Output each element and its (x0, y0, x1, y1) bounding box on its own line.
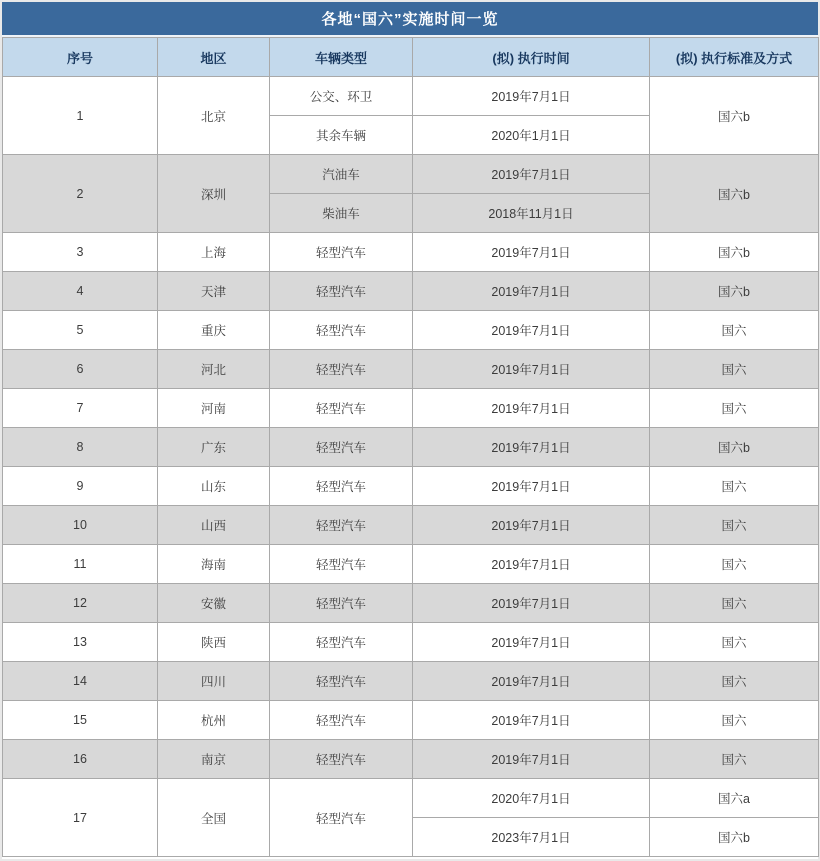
cell-time: 2018年11月1日 (413, 194, 650, 233)
cell-standard: 国六 (650, 545, 819, 584)
cell-region: 安徽 (158, 584, 270, 623)
cell-time: 2023年7月1日 (413, 818, 650, 857)
cell-standard: 国六b (650, 818, 819, 857)
table-row (3, 311, 819, 350)
cell-no: 14 (3, 662, 158, 701)
table-row (3, 740, 819, 779)
table-row (3, 623, 819, 662)
page-title: 各地“国六”实施时间一览 (2, 2, 818, 37)
cell-no: 4 (3, 272, 158, 311)
cell-region: 重庆 (158, 311, 270, 350)
cell-region: 四川 (158, 662, 270, 701)
cell-vehicle-type: 轻型汽车 (270, 779, 413, 857)
cell-no: 11 (3, 545, 158, 584)
cell-region: 天津 (158, 272, 270, 311)
table-row (3, 428, 819, 467)
cell-standard: 国六 (650, 701, 819, 740)
cell-vehicle-type: 轻型汽车 (270, 311, 413, 350)
cell-standard: 国六b (650, 272, 819, 311)
header-row (3, 38, 819, 77)
cell-standard: 国六 (650, 506, 819, 545)
cell-vehicle-type: 公交、环卫 (270, 77, 413, 116)
column-header-region: 地区 (158, 38, 270, 77)
column-header-time: (拟) 执行时间 (413, 38, 650, 77)
cell-no: 5 (3, 311, 158, 350)
cell-region: 上海 (158, 233, 270, 272)
cell-time: 2019年7月1日 (413, 155, 650, 194)
cell-standard: 国六 (650, 740, 819, 779)
cell-time: 2019年7月1日 (413, 428, 650, 467)
cell-no: 3 (3, 233, 158, 272)
cell-standard: 国六 (650, 389, 819, 428)
cell-standard: 国六 (650, 662, 819, 701)
cell-time: 2019年7月1日 (413, 233, 650, 272)
cell-no: 2 (3, 155, 158, 233)
cell-region: 南京 (158, 740, 270, 779)
cell-no: 10 (3, 506, 158, 545)
cell-no: 15 (3, 701, 158, 740)
cell-region: 杭州 (158, 701, 270, 740)
cell-time: 2019年7月1日 (413, 389, 650, 428)
table-row (3, 389, 819, 428)
cell-no: 16 (3, 740, 158, 779)
cell-region: 全国 (158, 779, 270, 857)
cell-region: 广东 (158, 428, 270, 467)
cell-time: 2020年7月1日 (413, 779, 650, 818)
table-row (3, 662, 819, 701)
cell-region: 深圳 (158, 155, 270, 233)
cell-standard: 国六b (650, 155, 819, 233)
cell-no: 13 (3, 623, 158, 662)
cell-region: 河南 (158, 389, 270, 428)
cell-no: 6 (3, 350, 158, 389)
cell-time: 2019年7月1日 (413, 545, 650, 584)
cell-time: 2019年7月1日 (413, 662, 650, 701)
cell-time: 2019年7月1日 (413, 77, 650, 116)
cell-time: 2020年1月1日 (413, 116, 650, 155)
cell-vehicle-type: 轻型汽车 (270, 662, 413, 701)
cell-vehicle-type: 轻型汽车 (270, 272, 413, 311)
column-header-standard: (拟) 执行标准及方式 (650, 38, 819, 77)
cell-time: 2019年7月1日 (413, 350, 650, 389)
cell-time: 2019年7月1日 (413, 623, 650, 662)
cell-vehicle-type: 其余车辆 (270, 116, 413, 155)
cell-region: 山东 (158, 467, 270, 506)
cell-standard: 国六 (650, 467, 819, 506)
table-row (3, 779, 819, 818)
table-row (3, 506, 819, 545)
cell-standard: 国六 (650, 311, 819, 350)
cell-time: 2019年7月1日 (413, 584, 650, 623)
column-header-no: 序号 (3, 38, 158, 77)
cell-region: 海南 (158, 545, 270, 584)
cell-vehicle-type: 轻型汽车 (270, 350, 413, 389)
cell-no: 9 (3, 467, 158, 506)
cell-no: 17 (3, 779, 158, 857)
table-row (3, 467, 819, 506)
cell-time: 2019年7月1日 (413, 740, 650, 779)
cell-time: 2019年7月1日 (413, 506, 650, 545)
cell-region: 山西 (158, 506, 270, 545)
cell-vehicle-type: 轻型汽车 (270, 428, 413, 467)
cell-time: 2019年7月1日 (413, 701, 650, 740)
cell-standard: 国六a (650, 779, 819, 818)
cell-time: 2019年7月1日 (413, 467, 650, 506)
table-row (3, 233, 819, 272)
implementation-table (2, 2, 818, 859)
cell-vehicle-type: 轻型汽车 (270, 701, 413, 740)
cell-vehicle-type: 柴油车 (270, 194, 413, 233)
cell-vehicle-type: 汽油车 (270, 155, 413, 194)
cell-no: 1 (3, 77, 158, 155)
cell-no: 12 (3, 584, 158, 623)
cell-standard: 国六 (650, 623, 819, 662)
column-header-vehicle: 车辆类型 (270, 38, 413, 77)
cell-standard: 国六b (650, 233, 819, 272)
cell-region: 北京 (158, 77, 270, 155)
cell-vehicle-type: 轻型汽车 (270, 740, 413, 779)
table-row (3, 545, 819, 584)
cell-vehicle-type: 轻型汽车 (270, 623, 413, 662)
cell-no: 8 (3, 428, 158, 467)
table-row (3, 350, 819, 389)
cell-standard: 国六 (650, 350, 819, 389)
cell-standard: 国六b (650, 428, 819, 467)
table-row (3, 155, 819, 194)
cell-time: 2019年7月1日 (413, 311, 650, 350)
cell-no: 7 (3, 389, 158, 428)
cell-vehicle-type: 轻型汽车 (270, 506, 413, 545)
cell-vehicle-type: 轻型汽车 (270, 233, 413, 272)
table-row (3, 77, 819, 116)
cell-standard: 国六 (650, 584, 819, 623)
cell-vehicle-type: 轻型汽车 (270, 467, 413, 506)
cell-region: 河北 (158, 350, 270, 389)
table-row (3, 272, 819, 311)
cell-standard: 国六b (650, 77, 819, 155)
table-row (3, 701, 819, 740)
cell-vehicle-type: 轻型汽车 (270, 389, 413, 428)
cell-time: 2019年7月1日 (413, 272, 650, 311)
cell-vehicle-type: 轻型汽车 (270, 545, 413, 584)
cell-region: 陕西 (158, 623, 270, 662)
data-table (2, 37, 819, 857)
table-row (3, 584, 819, 623)
cell-vehicle-type: 轻型汽车 (270, 584, 413, 623)
